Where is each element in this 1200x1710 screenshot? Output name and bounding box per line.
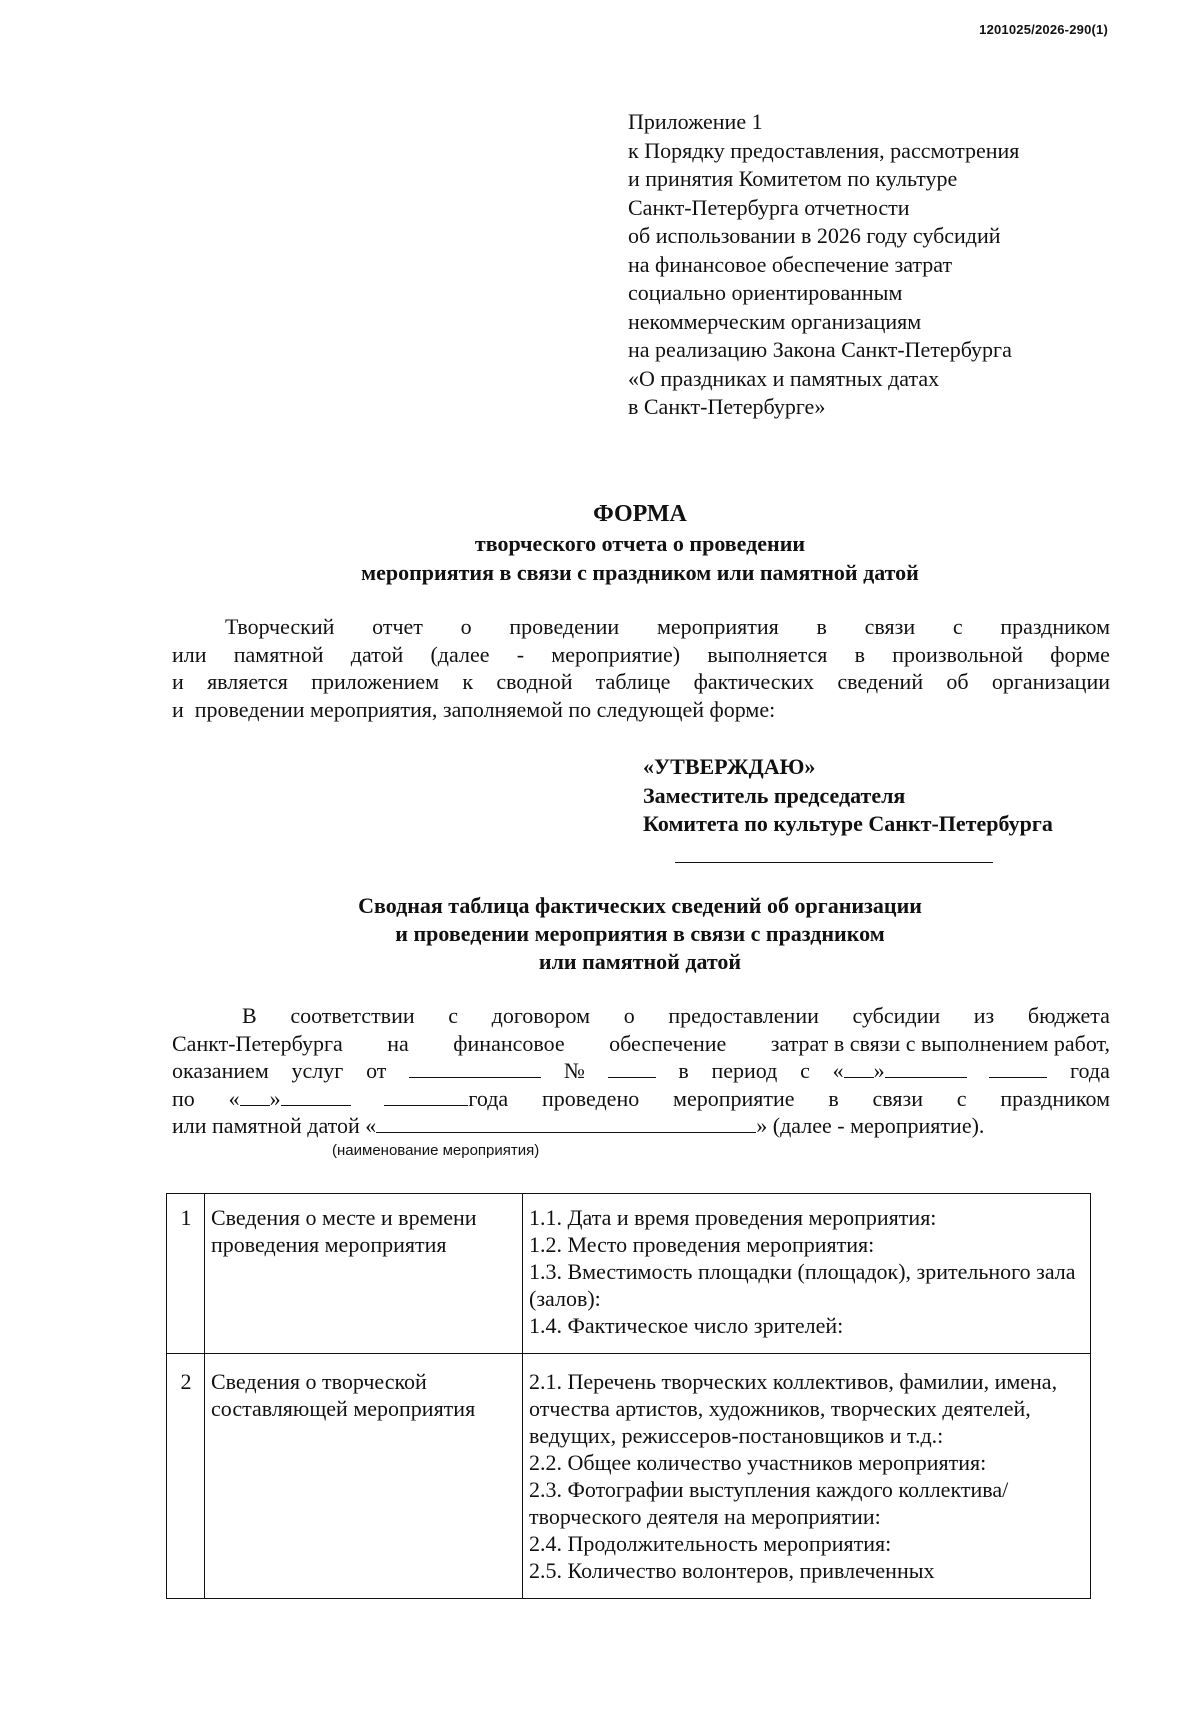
end-month-blank[interactable] (281, 1085, 351, 1106)
word: праздником (1000, 614, 1110, 639)
row-number: 1 (167, 1194, 205, 1354)
appendix-line: некоммерческим организациям (628, 308, 922, 334)
summary-title-line2: и проведении мероприятия в связи с праздником (395, 921, 885, 946)
approval-line2: Комитета по культуре Санкт-Петербурга (643, 811, 1053, 836)
table-row (167, 1194, 1091, 1354)
info-table (166, 1193, 1091, 1599)
word: приложением (311, 669, 440, 694)
word: сведений (837, 669, 924, 694)
word: соответствии (290, 1003, 415, 1028)
word: памятной (233, 641, 324, 667)
agreement-line-2 (172, 1030, 1110, 1058)
item-2-5: 2.5. Количество волонтеров, привлеченных (529, 1558, 935, 1583)
word: или (172, 641, 207, 667)
period-start (833, 1057, 967, 1085)
word: - (516, 641, 525, 667)
item-1-1: 1.1. Дата и время проведения мероприятия: (529, 1205, 937, 1230)
intro-line-1 (172, 613, 1110, 641)
quote-close: » (269, 1085, 281, 1111)
word: от (366, 1058, 387, 1083)
end-year (384, 1085, 508, 1113)
event-name-prefix: или памятной датой « (172, 1113, 377, 1138)
event-name-suffix: » (далее - мероприятие). (756, 1113, 985, 1138)
word: года (468, 1085, 509, 1111)
word: и (172, 669, 184, 694)
word: № (563, 1058, 585, 1083)
summary-table-title (0, 892, 1200, 976)
word: сводной (496, 669, 573, 694)
word: мероприятие) (551, 641, 681, 667)
word: организации (991, 669, 1110, 694)
quote-open: « (228, 1085, 240, 1111)
item-1-3: 1.3. Вместимость площадки (площадок), зрительного зала (залов): (529, 1259, 1076, 1311)
appendix-line: в Санкт-Петербурге» (628, 394, 826, 419)
word: мероприятия (656, 614, 779, 639)
word: о (460, 614, 472, 639)
end-day-blank[interactable] (240, 1085, 270, 1106)
word: договором (491, 1003, 591, 1028)
word: к (462, 669, 474, 694)
word: произвольной (892, 641, 1024, 667)
word: с (800, 1058, 810, 1083)
table-row (167, 1354, 1091, 1599)
approval-title: «УТВЕРЖДАЮ» (643, 754, 816, 779)
word: мероприятие (673, 1085, 795, 1111)
appendix-line: об использовании в 2026 году субсидий (628, 223, 1001, 248)
item-1-2: 1.2. Место проведения мероприятия: (529, 1232, 875, 1257)
word: датой (350, 641, 404, 667)
appendix-line: на реализацию Закона Санкт-Петербурга (628, 337, 1012, 362)
word: в (828, 1085, 839, 1111)
appendix-line: на финансовое обеспечение затрат (628, 251, 953, 277)
word: (далее (430, 641, 490, 667)
word: предоставлении (668, 1003, 819, 1028)
word: период (711, 1058, 778, 1083)
agreement-line-1 (172, 1002, 1110, 1030)
word: В (242, 1003, 257, 1028)
appendix-line: Санкт-Петербурга отчетности (628, 194, 910, 220)
item-2-1: 2.1. Перечень творческих коллективов, фамилии, имена, отчества артистов, художников, творческих деятелей, ведущих, режиссеров-постановщиков и т.д.: (529, 1369, 1058, 1448)
word: с (952, 614, 963, 639)
word: обеспечение (609, 1030, 727, 1056)
approval-line1: Заместитель председателя (643, 782, 906, 808)
appendix-line: «О праздниках и памятных датах (628, 365, 940, 391)
row-title: Сведения о месте и времени проведения мероприятия (205, 1194, 523, 1354)
agreement-paragraph (172, 1002, 1110, 1140)
word: в (678, 1058, 689, 1083)
word: отчет (372, 614, 423, 639)
word: проведено (541, 1085, 640, 1111)
appendix-line: Приложение 1 (628, 109, 763, 134)
quote-open: « (832, 1058, 844, 1083)
word: из (973, 1003, 995, 1028)
contract-number-blank[interactable] (608, 1057, 656, 1078)
form-title (0, 500, 1200, 587)
item-2-4: 2.4. Продолжительность мероприятия: (529, 1531, 892, 1556)
word: об (946, 669, 969, 694)
word: связи (872, 1085, 923, 1111)
approval-block (643, 753, 1053, 839)
word: услуг (291, 1058, 344, 1083)
word: проведении (509, 614, 620, 639)
item-2-2: 2.2. Общее количество участников мероприятия: (529, 1450, 987, 1475)
appendix-line: к Порядку предоставления, рассмотрения (628, 137, 1020, 163)
appendix-line: социально ориентированным (628, 280, 903, 305)
word: таблице (595, 669, 671, 694)
word: затрат в связи с выполнением работ, (770, 1030, 1110, 1056)
word: Творческий (225, 614, 335, 639)
form-subtitle-line1: творческого отчета о проведении (474, 531, 806, 556)
word: форме (1050, 641, 1110, 667)
intro-line-3 (172, 668, 1110, 696)
item-1-4: 1.4. Фактическое число зрителей: (529, 1313, 844, 1338)
row-title: Сведения о творческой составляющей мероприятия (205, 1354, 523, 1599)
intro-paragraph (172, 613, 1110, 723)
word: является (207, 669, 288, 694)
form-subtitle-line2: мероприятия в связи с праздником или памятной датой (361, 560, 919, 585)
summary-title-line1: Сводная таблица фактических сведений об организации (358, 893, 922, 918)
start-day-blank[interactable] (844, 1057, 874, 1078)
word: субсидии (852, 1003, 941, 1028)
end-year-blank[interactable] (384, 1085, 468, 1106)
word: связи (864, 614, 916, 639)
agreement-line-5 (172, 1112, 1110, 1140)
word: о (623, 1003, 635, 1028)
contract-date-blank[interactable] (409, 1057, 541, 1078)
word: фактических (693, 669, 815, 694)
item-2-3: 2.3. Фотографии выступления каждого коллектива/творческого деятеля на мероприятии: (529, 1477, 1009, 1529)
row-items (523, 1194, 1091, 1354)
word: с (448, 1003, 459, 1028)
word: финансовое (453, 1030, 565, 1056)
summary-title-line3: или памятной датой (538, 949, 742, 974)
signature-line (675, 862, 993, 863)
row-number: 2 (167, 1354, 205, 1599)
start-year-blank[interactable] (989, 1057, 1047, 1078)
event-name-caption: (наименование мероприятия) (332, 1142, 540, 1159)
quote-close: » (873, 1058, 885, 1083)
agreement-line-4 (172, 1085, 1110, 1113)
document-number: 1201025/2026-290(1) (979, 22, 1108, 37)
word: на (387, 1030, 409, 1056)
intro-line-4: и проведении мероприятия, заполняемой по следующей форме: (172, 696, 776, 722)
word: выполняется (707, 641, 828, 667)
appendix-line: и принятия Комитетом по культуре (628, 166, 958, 191)
word: года (1070, 1058, 1110, 1083)
start-month-blank[interactable] (885, 1057, 967, 1078)
row-items (523, 1354, 1091, 1599)
event-name-blank[interactable] (376, 1112, 756, 1133)
word: по (172, 1085, 195, 1111)
word: бюджета (1027, 1003, 1110, 1028)
word: с (956, 1085, 967, 1111)
word: праздником (1000, 1085, 1110, 1111)
period-end (229, 1085, 351, 1113)
word: в (854, 641, 866, 667)
appendix-block (628, 108, 1128, 422)
intro-line-2 (172, 641, 1110, 669)
word: оказанием (172, 1058, 269, 1083)
agreement-line-3 (172, 1057, 1110, 1085)
word: в (816, 614, 827, 639)
form-heading: ФОРМА (593, 501, 687, 527)
word: Санкт-Петербурга (172, 1030, 343, 1056)
